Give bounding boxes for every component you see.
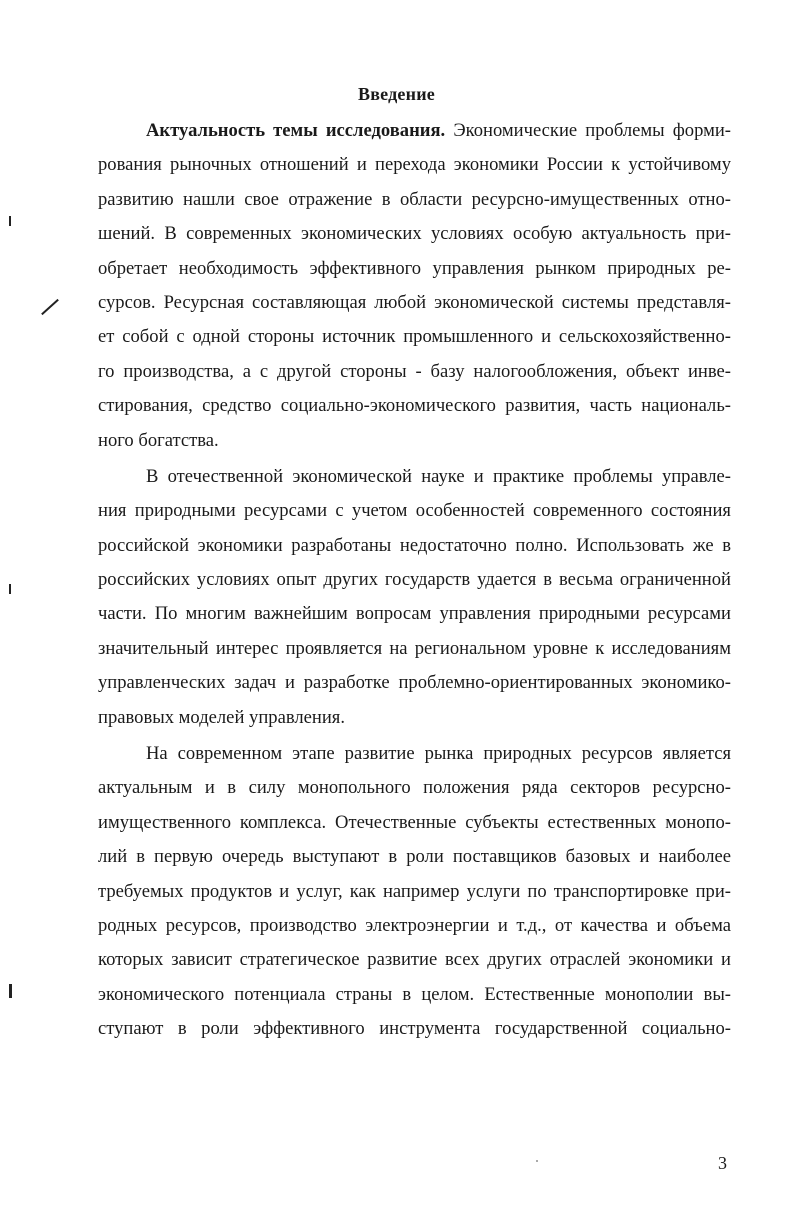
text-line: актуальным и в силу монопольного положения ряда секторов ресурсно- [98, 777, 731, 799]
text-line: рования рыночных отношений и перехода экономики России к устойчивому [98, 154, 731, 176]
paragraph-3 [98, 737, 731, 1047]
page-number: 3 [718, 1153, 727, 1173]
text-line: На современном этапе развитие рынка природных ресурсов является [146, 743, 731, 765]
text-line: экономического потенциала страны в целом. Естественные монополии вы- [98, 983, 731, 1005]
text-line: ступают в роли эффективного инструмента государственной социально- [98, 1018, 731, 1040]
scan-artifact-mark [41, 299, 59, 315]
text-line: родных ресурсов, производство электроэнергии и т.д., от качества и объема [98, 914, 731, 936]
text-line: значительный интерес проявляется на региональном уровне к исследованиям [98, 637, 731, 659]
scan-artifact-mark [9, 584, 11, 594]
text-line: ния природными ресурсами с учетом особенностей современного состояния [98, 500, 731, 522]
text-line: В отечественной экономической науке и практике проблемы управле- [146, 465, 731, 487]
text-line: части. По многим важнейшим вопросам управления природными ресурсами [98, 603, 731, 625]
text-line: управленческих задач и разработке проблемно-ориентированных экономико- [98, 672, 731, 694]
text-line: ного богатства. [98, 429, 219, 451]
text-line: сурсов. Ресурсная составляющая любой экономической системы представля- [98, 291, 731, 313]
text-line: требуемых продуктов и услуг, как например услуги по транспортировке при- [98, 880, 731, 902]
text-line: стирования, средство социально-экономического развития, часть националь- [98, 395, 731, 417]
text-line: российской экономики разработаны недостаточно полно. Использовать же в [98, 534, 731, 556]
document-body [98, 114, 731, 1047]
scan-artifact-dot [536, 1160, 538, 1162]
text-line: го производства, а с другой стороны - базу налогообложения, объект инве- [98, 360, 731, 382]
text-line: шений. В современных экономических условиях особую актуальность при- [98, 223, 731, 245]
text-line: лий в первую очередь выступают в роли поставщиков базовых и наиболее [98, 846, 731, 868]
paragraph-2 [98, 460, 731, 735]
bold-lead: Актуальность темы исследования. [146, 120, 446, 141]
paragraph-1 [98, 114, 731, 458]
scan-artifact-mark [9, 216, 11, 226]
text-line: имущественного комплекса. Отечественные субъекты естественных монопо- [98, 811, 731, 833]
scan-artifact-mark [9, 984, 12, 998]
text-line: Актуальность темы исследования. Экономические проблемы форми- [146, 120, 731, 141]
text-line: которых зависит стратегическое развитие всех других отраслей экономики и [98, 949, 731, 971]
text-line: правовых моделей управления. [98, 706, 346, 728]
text-line: обретает необходимость эффективного управления рынком природных ре- [98, 257, 731, 279]
text-line: российских условиях опыт других государств удается в весьма ограниченной [98, 569, 731, 591]
text-line: развитию нашли свое отражение в области ресурсно-имущественных отно- [98, 188, 731, 210]
text-line: ет собой с одной стороны источник промышленного и сельскохозяйственно- [98, 326, 731, 348]
page-heading: Введение [358, 84, 435, 104]
